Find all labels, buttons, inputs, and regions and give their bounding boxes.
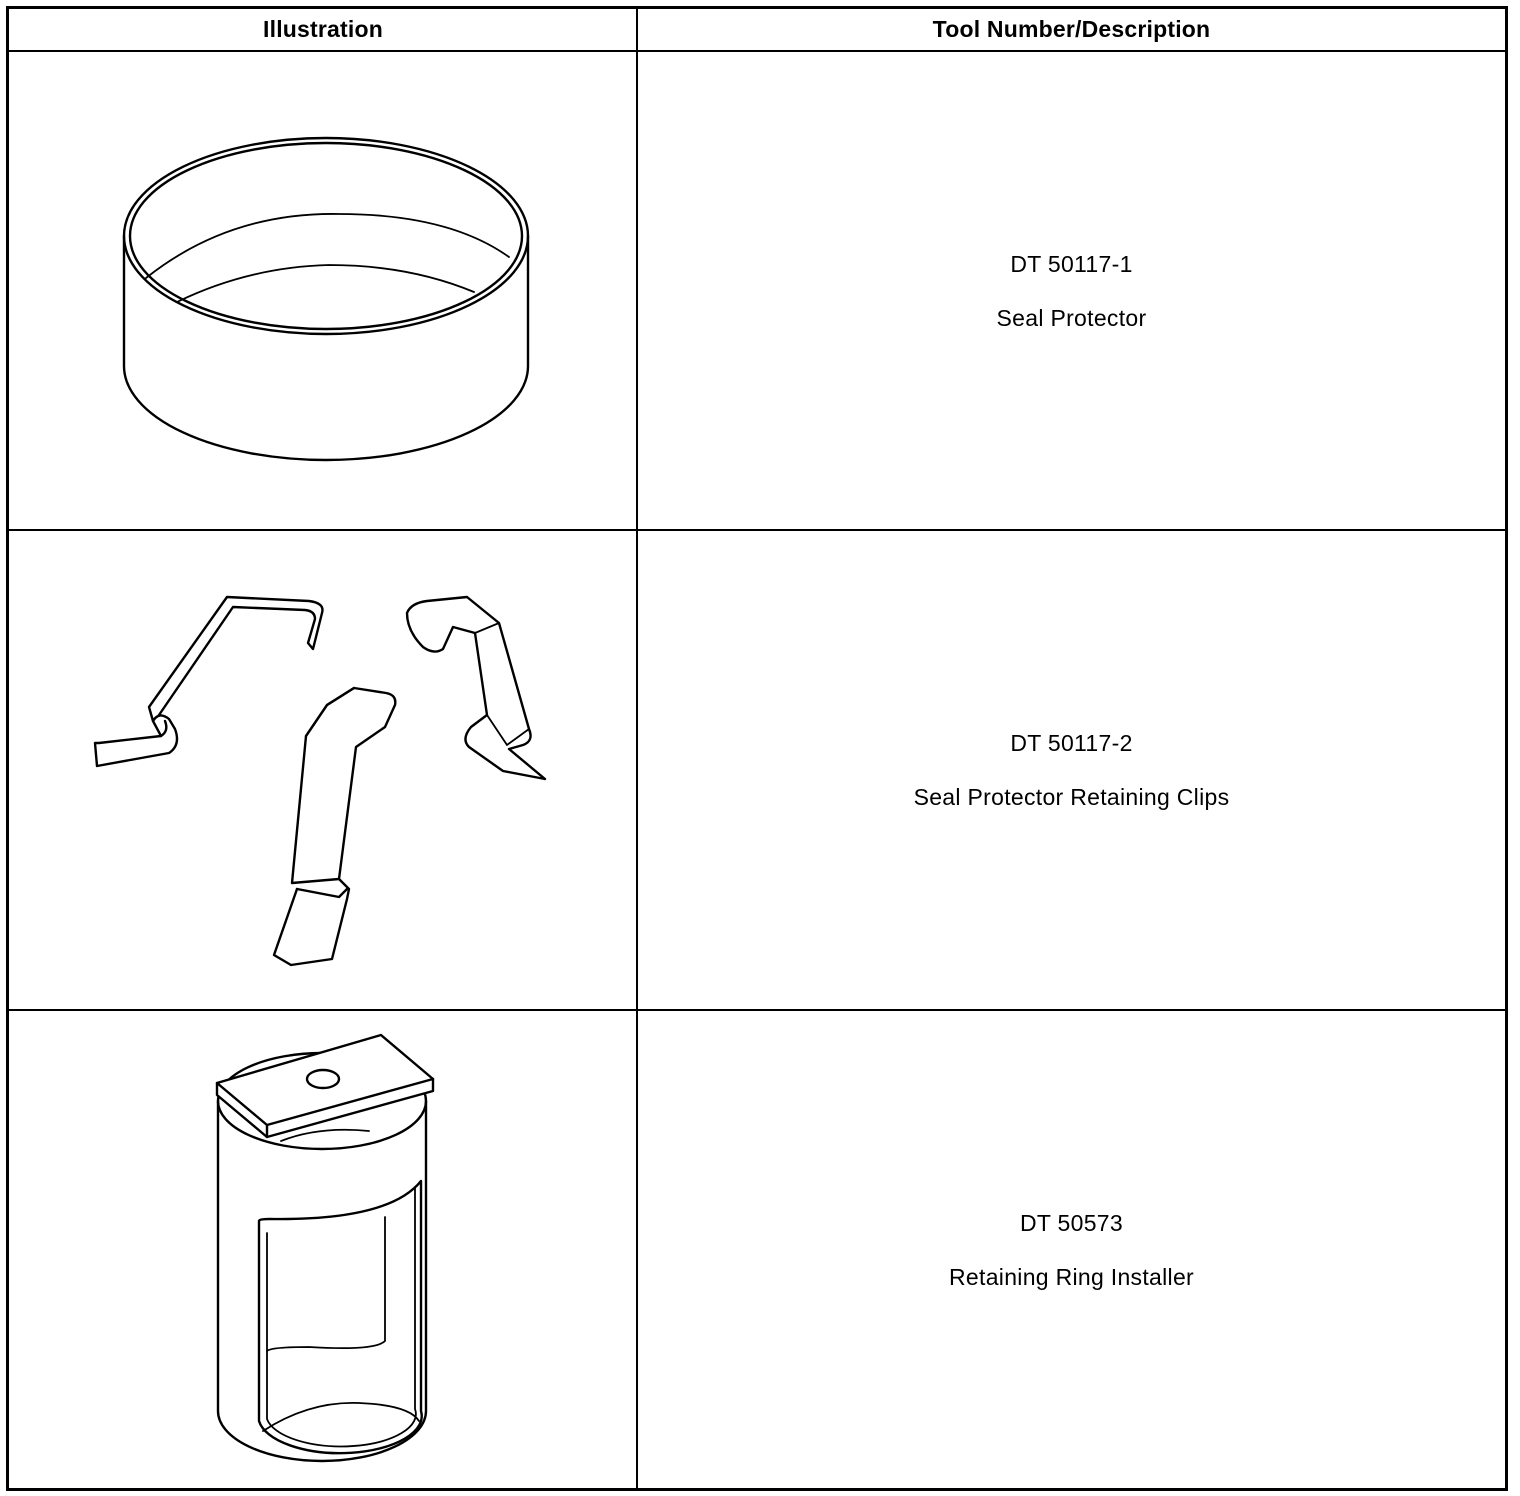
tool-table xyxy=(6,6,1508,1491)
ring-installer-icon xyxy=(9,1011,636,1488)
tool-number: DT 50573 xyxy=(1020,1210,1123,1236)
tool-description: Retaining Ring Installer xyxy=(949,1264,1194,1290)
seal-protector-ring-icon xyxy=(9,52,636,529)
illustration-cell xyxy=(9,52,636,529)
table-row xyxy=(9,52,1505,529)
header-illustration: Illustration xyxy=(263,16,383,42)
table-row xyxy=(9,1011,1505,1488)
description-cell xyxy=(638,531,1505,1009)
illustration-cell xyxy=(9,531,636,1009)
description-cell xyxy=(638,52,1505,529)
tool-description: Seal Protector Retaining Clips xyxy=(913,784,1230,810)
tool-number: DT 50117-1 xyxy=(1010,251,1133,277)
table-row xyxy=(9,531,1505,1009)
tool-number: DT 50117-2 xyxy=(1010,730,1133,756)
retaining-clips-icon xyxy=(9,531,636,1009)
tool-description: Seal Protector xyxy=(996,305,1147,331)
illustration-cell xyxy=(9,1011,636,1488)
header-tool-number-description: Tool Number/Description xyxy=(932,16,1211,42)
description-cell xyxy=(638,1011,1505,1488)
